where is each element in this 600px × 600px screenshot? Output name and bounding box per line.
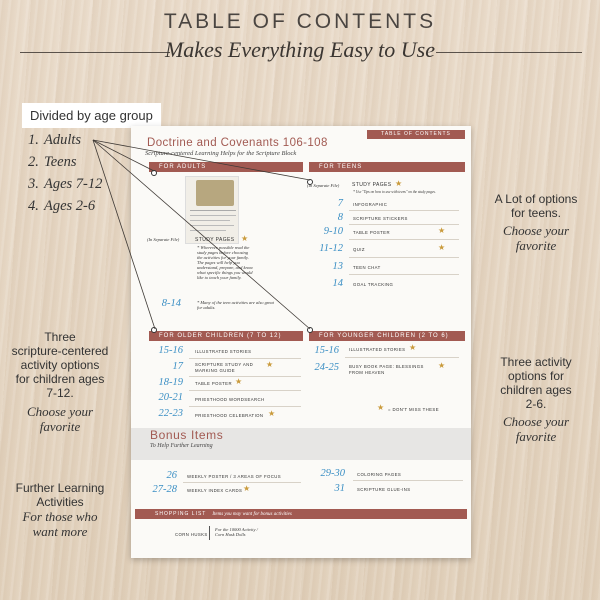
item-label: BUSY BOOK PAGE: BLESSINGS xyxy=(349,364,424,369)
page-number: 9-10 xyxy=(323,226,343,237)
age-label: Ages 7-12 xyxy=(44,176,103,192)
note-italic-line: favorite xyxy=(515,238,557,253)
note-italic-line: Choose your xyxy=(502,223,570,238)
age-number: 3. xyxy=(28,176,39,192)
age-number: 4. xyxy=(28,198,39,214)
section-bar-older-children: FOR OLDER CHILDREN (7 TO 12) xyxy=(149,331,303,341)
note-line: for adults. xyxy=(197,305,216,310)
page-number: 8 xyxy=(337,212,343,223)
connector-line xyxy=(93,140,310,180)
note-line: for teens. xyxy=(510,206,562,220)
item-label: PRIESTHOOD CELEBRATION xyxy=(195,413,264,418)
item-label: QUIZ xyxy=(353,247,365,252)
body-line: the activities for your family. xyxy=(197,255,249,260)
page-number: 13 xyxy=(332,261,343,272)
page-number: 20-21 xyxy=(158,392,183,403)
note-line: for children ages xyxy=(15,372,105,386)
star-icon: ★ xyxy=(266,360,274,369)
page-number: 31 xyxy=(334,483,345,494)
body-line: study pages before choosing xyxy=(197,250,248,255)
age-number: 1. xyxy=(28,132,39,148)
note-italic-line: For those who xyxy=(22,509,98,524)
page-number: 11-12 xyxy=(319,243,343,254)
separate-file-label: (In Separate File) xyxy=(147,237,180,242)
body-line: what specific things you would xyxy=(197,270,253,275)
star-legend: = DON'T MISS THESE xyxy=(388,407,439,412)
document-title: Doctrine and Covenants 106-108 xyxy=(147,137,328,149)
star-icon: ★ xyxy=(438,243,446,252)
page-number: 26 xyxy=(166,470,177,481)
page-number: 15-16 xyxy=(314,345,339,356)
note-italic-line: Choose your xyxy=(502,414,570,429)
note-italic-line: want more xyxy=(32,524,88,539)
item-label: FROM HEAVEN xyxy=(349,370,385,375)
page-number: 27-28 xyxy=(152,484,177,495)
section-bar-teens: FOR TEENS xyxy=(309,162,465,172)
item-label: SCRIPTURE GLUE-INS xyxy=(357,487,411,492)
star-icon: ★ xyxy=(438,361,446,370)
note-italic-line: favorite xyxy=(515,429,557,444)
item-label: SCRIPTURE STUDY AND xyxy=(195,362,254,367)
note-line: Corn Husk Dolls xyxy=(215,532,246,537)
item-label: SCRIPTURE STICKERS xyxy=(353,216,408,221)
note-line: For the 10000 Activity / xyxy=(215,527,258,532)
section-bar-adults: FOR ADULTS xyxy=(149,162,303,172)
page-number: 18-19 xyxy=(158,377,183,388)
star-icon: ★ xyxy=(235,377,243,386)
item-label: GOAL TRACKING xyxy=(353,282,394,287)
item-label: ILLUSTRATED STORIES xyxy=(349,347,406,352)
age-label: Ages 2-6 xyxy=(44,198,96,214)
item-label: COLORING PAGES xyxy=(357,472,402,477)
note-line: Three activity xyxy=(500,355,572,369)
toc-tag: TABLE OF CONTENTS xyxy=(367,130,465,139)
note-line: Further Learning xyxy=(15,481,105,495)
star-icon: ★ xyxy=(241,234,249,243)
star-icon: ★ xyxy=(268,409,276,418)
connector-line xyxy=(93,140,310,329)
page-number: 24-25 xyxy=(314,362,339,373)
page-title: TABLE OF CONTENTS xyxy=(163,10,437,33)
page-number: 15-16 xyxy=(158,345,183,356)
star-icon: ★ xyxy=(438,226,446,235)
page-number: 22-23 xyxy=(158,408,183,419)
shopping-item: CORN HUSKS xyxy=(175,532,208,537)
item-label: MARKING GUIDE xyxy=(195,368,236,373)
body-line: * Wherever possible read the xyxy=(197,245,250,250)
age-number: 2. xyxy=(28,154,39,170)
shopping-list-label: SHOPPING LIST xyxy=(155,511,207,517)
note-line: A Lot of options xyxy=(494,192,578,206)
star-icon: ★ xyxy=(409,343,417,352)
item-label: INFOGRAPHIC xyxy=(353,202,388,207)
page-number: 8-14 xyxy=(161,298,181,309)
note-line: 7-12. xyxy=(46,386,74,400)
shopping-list-note: Items you may want for bonus activities xyxy=(212,512,292,517)
note-italic-line: Choose your xyxy=(26,404,94,419)
page-number: 29-30 xyxy=(320,468,345,479)
item-label: TABLE POSTER xyxy=(353,230,390,235)
page-number: 7 xyxy=(337,198,343,209)
section-bar-younger-children: FOR YOUNGER CHILDREN (2 TO 6) xyxy=(309,331,465,341)
bonus-title: Bonus Items xyxy=(150,428,224,442)
separate-file-label: (In Separate File) xyxy=(307,183,340,188)
connector-line xyxy=(93,140,155,329)
study-pages-label: STUDY PAGES xyxy=(352,182,392,188)
study-pages-label: STUDY PAGES xyxy=(195,237,235,243)
item-label: WEEKLY INDEX CARDS xyxy=(187,488,243,493)
item-label: TEEN CHAT xyxy=(353,265,381,270)
age-group-label: Divided by age group xyxy=(22,103,161,128)
star-icon: ★ xyxy=(243,484,251,493)
body-line: The pages will help you xyxy=(197,260,240,265)
note-line: 2-6. xyxy=(525,397,547,411)
study-note: * Use "Tips on how to use with teens" on the study pages. xyxy=(353,190,436,194)
note-line: options for xyxy=(507,369,565,383)
body-line: like to teach your family. xyxy=(197,275,242,280)
item-label: TABLE POSTER xyxy=(195,381,232,386)
star-icon: ★ xyxy=(377,403,385,412)
note-line: * Many of the teen activities are also great xyxy=(197,300,274,305)
body-line: understand, prepare, and know xyxy=(197,265,254,270)
note-line: scripture-centered xyxy=(11,344,109,358)
note-line: activity options xyxy=(20,358,100,372)
note-italic-line: favorite xyxy=(39,419,81,434)
note-line: Three xyxy=(44,330,76,344)
item-label: WEEKLY POSTER / 3 AREAS OF FOCUS xyxy=(187,474,282,479)
age-label: Adults xyxy=(44,132,82,148)
page-number: 14 xyxy=(332,278,343,289)
note-line: Activities xyxy=(36,495,84,509)
bonus-subtitle: To Help Further Learning xyxy=(150,443,213,449)
item-label: PRIESTHOOD WORDSEARCH xyxy=(195,397,265,402)
star-icon: ★ xyxy=(395,179,403,188)
note-line: children ages xyxy=(500,383,572,397)
item-label: ILLUSTRATED STORIES xyxy=(195,349,252,354)
page-subtitle: Makes Everything Easy to Use xyxy=(164,37,436,62)
page-number: 17 xyxy=(172,361,183,372)
age-label: Teens xyxy=(44,154,77,170)
document-subtitle: Scripture-centered Learning Helps for the Scripture Block xyxy=(145,150,297,157)
